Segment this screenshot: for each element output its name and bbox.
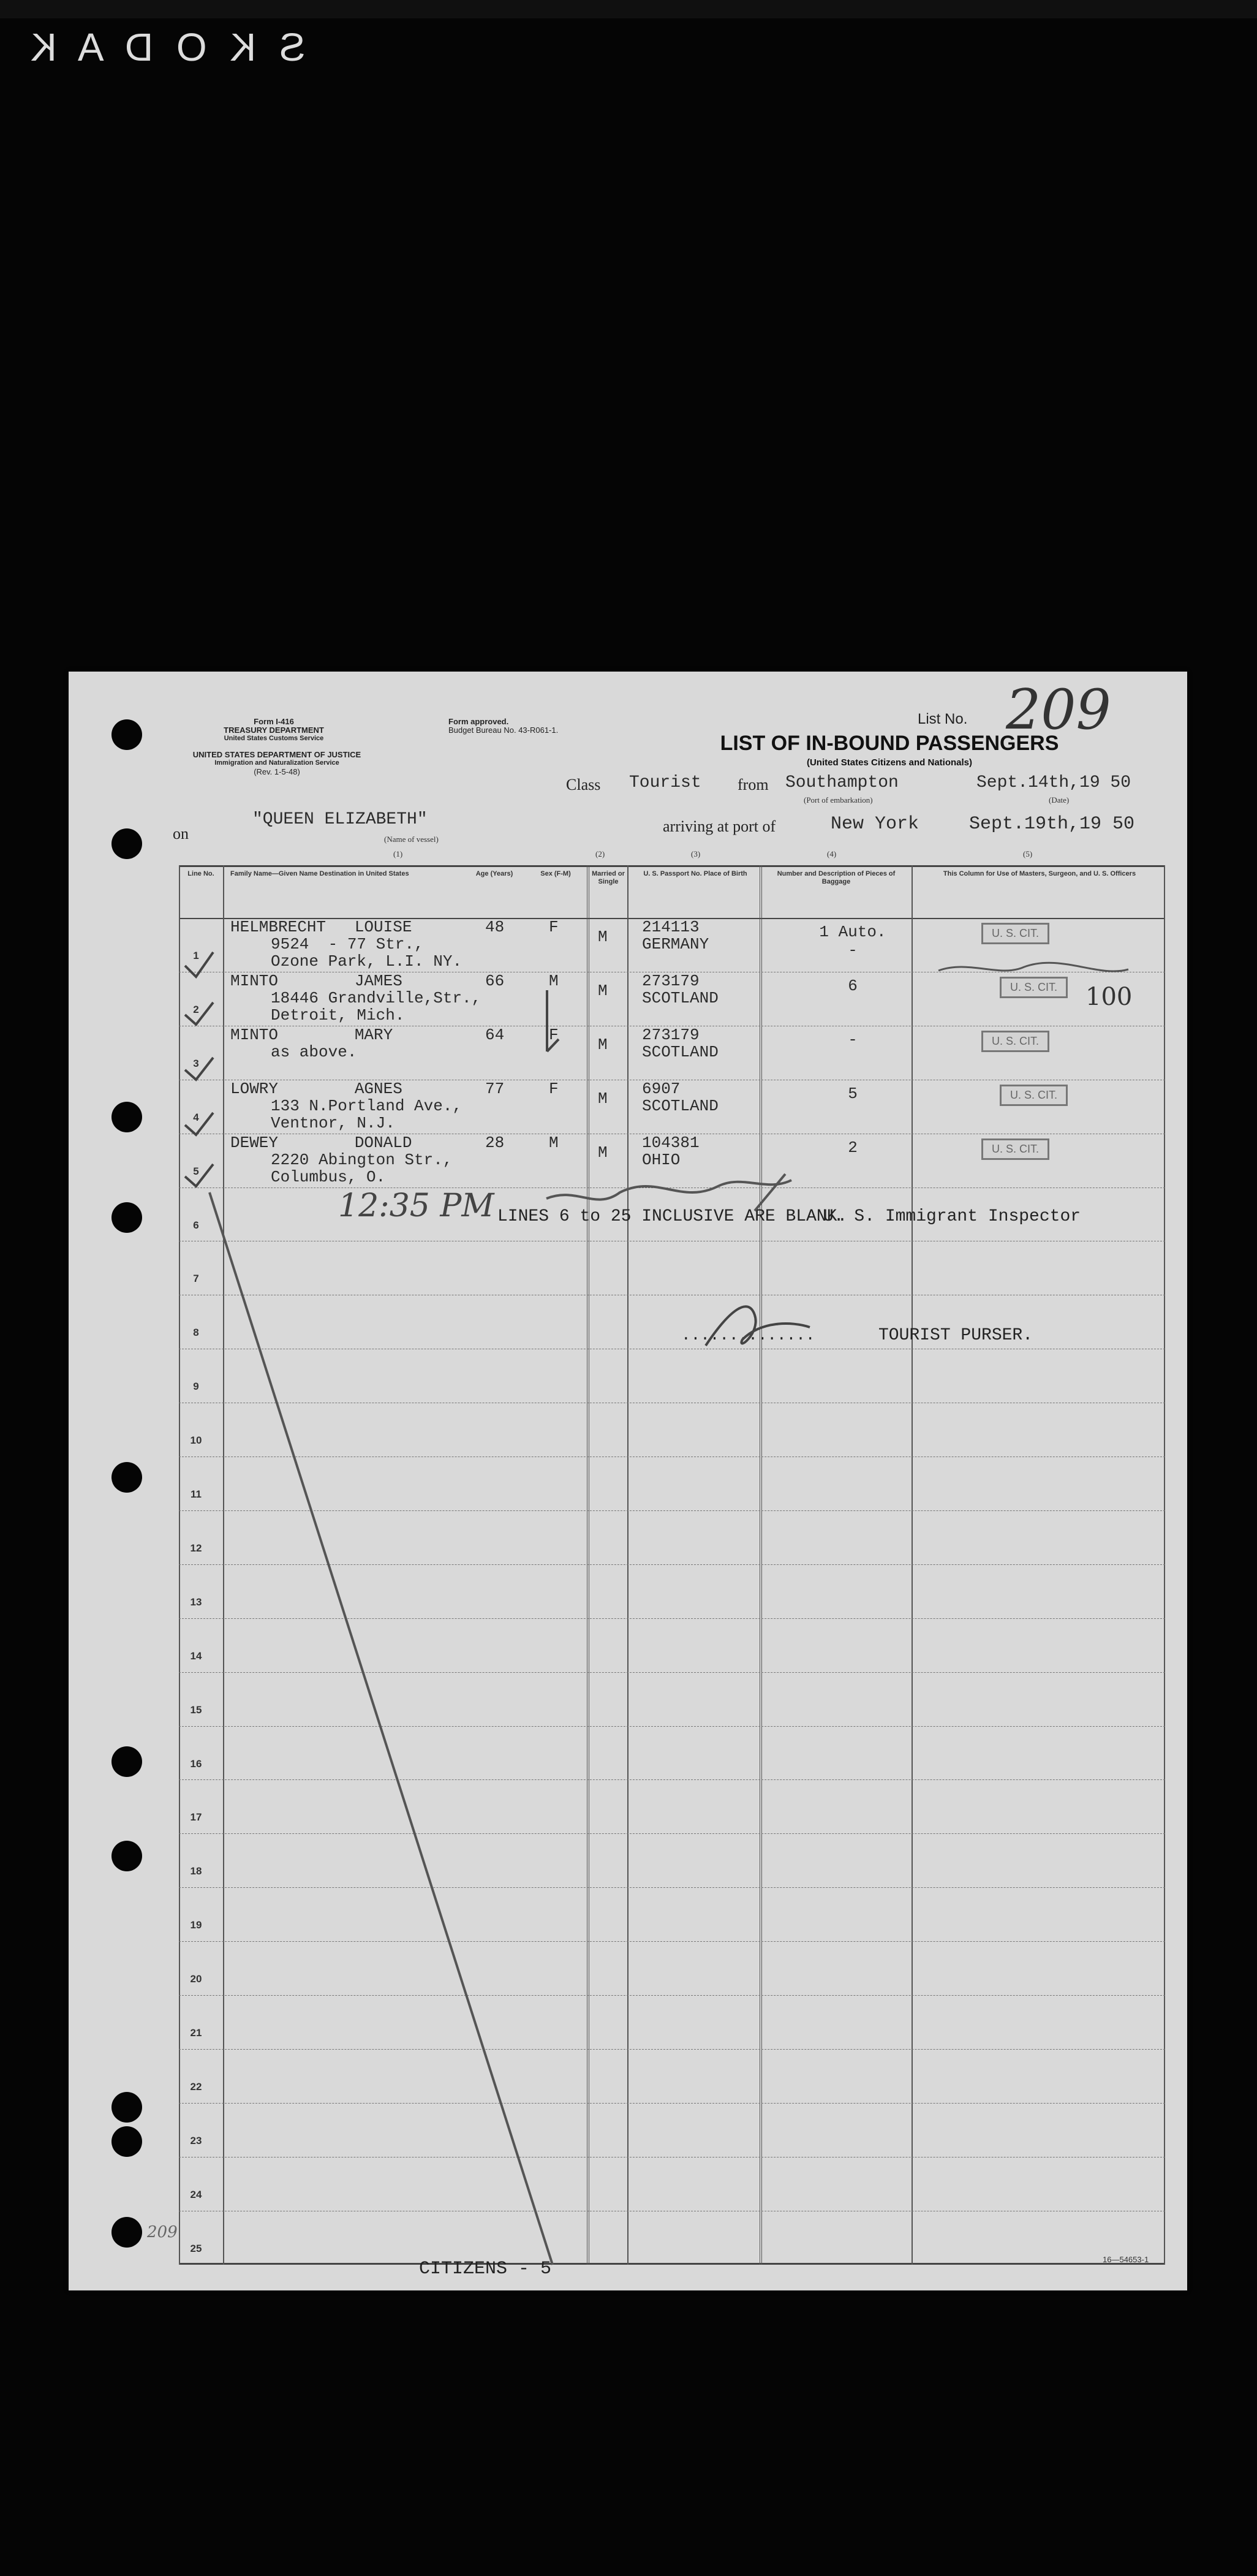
col-head-sex: Sex (F-M) bbox=[540, 870, 571, 877]
manifest-sheet bbox=[69, 672, 1187, 2290]
column-number: (1) bbox=[393, 849, 403, 858]
line-number: 1 bbox=[193, 950, 199, 961]
line-number: 3 bbox=[193, 1057, 199, 1069]
passenger-age: 28 bbox=[485, 1133, 505, 1152]
dept-justice: UNITED STATES DEPARTMENT OF JUSTICE bbox=[192, 750, 361, 759]
passenger-name: DEWEY DONALD bbox=[230, 1133, 412, 1152]
embarkation-port: Southampton bbox=[785, 773, 899, 792]
col-head-passport: U. S. Passport No. Place of Birth bbox=[643, 870, 747, 877]
passenger-age: 48 bbox=[485, 918, 505, 936]
form-approval: Form approved. bbox=[448, 717, 509, 726]
film-top-border bbox=[0, 0, 1257, 18]
vessel-note: (Name of vessel) bbox=[384, 835, 439, 844]
embarkation-note: (Port of embarkation) bbox=[804, 795, 873, 805]
passenger-city: Detroit, Mich. bbox=[271, 1006, 405, 1025]
place-of-birth: SCOTLAND bbox=[642, 1042, 719, 1061]
arrival-date: Sept.19th,19 50 bbox=[969, 814, 1135, 835]
list-no-label: List No. bbox=[918, 711, 968, 727]
passport-number: 273179 bbox=[642, 971, 700, 990]
line-number: 9 bbox=[193, 1381, 199, 1393]
place-of-birth: OHIO bbox=[642, 1150, 681, 1169]
us-citizen-stamp: U. S. CIT. bbox=[981, 1138, 1049, 1160]
form-revision: (Rev. 1-5-48) bbox=[254, 767, 300, 776]
passenger-marital: M bbox=[598, 981, 608, 1000]
passport-number: 214113 bbox=[642, 918, 700, 936]
passenger-city: Columbus, O. bbox=[271, 1167, 386, 1186]
form-print-code: 16—54653-1 bbox=[1103, 2255, 1149, 2264]
col-head-age: Age (Years) bbox=[475, 870, 513, 877]
col-head-name: Family Name—Given Name Destination in United States bbox=[230, 870, 409, 877]
passenger-address: 9524 - 77 Str., bbox=[271, 935, 424, 953]
on-label: on bbox=[173, 825, 189, 843]
us-citizen-stamp: U. S. CIT. bbox=[981, 923, 1049, 944]
line-number: 4 bbox=[193, 1111, 199, 1123]
dept-customs: United States Customs Service bbox=[224, 735, 324, 742]
line-number: 10 bbox=[190, 1434, 202, 1447]
line-number: 12 bbox=[190, 1542, 202, 1554]
line-number: 13 bbox=[190, 1596, 202, 1608]
line-number: 20 bbox=[190, 1973, 202, 1985]
passport-number: 6907 bbox=[642, 1079, 681, 1098]
line-number: 16 bbox=[190, 1757, 202, 1770]
handwritten-time: 12:35 PM bbox=[338, 1188, 494, 1224]
officer-note: 100 bbox=[1085, 983, 1133, 1011]
passenger-sex: F bbox=[549, 918, 559, 936]
passenger-city: Ozone Park, L.I. NY. bbox=[271, 952, 462, 971]
passenger-age: 77 bbox=[485, 1079, 505, 1098]
line-number: 15 bbox=[190, 1703, 202, 1716]
us-citizen-stamp: U. S. CIT. bbox=[981, 1031, 1049, 1052]
baggage-count: 5 bbox=[848, 1084, 858, 1103]
line-number: 8 bbox=[193, 1327, 199, 1339]
passenger-name: HELMBRECHT LOUISE bbox=[230, 918, 412, 936]
passenger-address: 18446 Grandville,Str., bbox=[271, 988, 481, 1007]
dept-treasury: TREASURY DEPARTMENT bbox=[224, 725, 324, 735]
from-label: from bbox=[738, 776, 769, 794]
line-number: 6 bbox=[193, 1219, 199, 1231]
passenger-marital: M bbox=[598, 928, 608, 946]
citizens-total: CITIZENS - 5 bbox=[419, 2259, 552, 2279]
line-number: 24 bbox=[190, 2188, 202, 2200]
passenger-address: 2220 Abington Str., bbox=[271, 1150, 453, 1169]
col-head-line: Line No. bbox=[187, 870, 214, 877]
passenger-name: LOWRY AGNES bbox=[230, 1079, 402, 1098]
passport-number: 104381 bbox=[642, 1133, 700, 1152]
line-number: 5 bbox=[193, 1165, 199, 1177]
budget-bureau: Budget Bureau No. 43-R061-1. bbox=[448, 725, 559, 735]
col-head-officers: This Column for Use of Masters, Surgeon, and U. S. Officers bbox=[943, 870, 1136, 877]
line-number: 23 bbox=[190, 2134, 202, 2146]
baggage-count: 1 Auto. bbox=[819, 923, 886, 941]
purser-dots: .............. bbox=[681, 1326, 815, 1344]
embarkation-date: Sept.14th,19 50 bbox=[976, 773, 1131, 792]
line-number: 7 bbox=[193, 1273, 199, 1285]
film-edge-brand: S K O D A K bbox=[25, 25, 306, 69]
baggage-extra: - bbox=[848, 941, 858, 960]
passenger-age: 64 bbox=[485, 1025, 505, 1044]
line-number: 11 bbox=[191, 1488, 202, 1500]
passenger-marital: M bbox=[598, 1089, 608, 1108]
baggage-count: 2 bbox=[848, 1138, 858, 1157]
dept-immigration: Immigration and Naturalization Service bbox=[214, 759, 339, 767]
vessel-name: "QUEEN ELIZABETH" bbox=[252, 810, 428, 829]
column-number: (2) bbox=[595, 849, 605, 858]
passenger-sex: F bbox=[549, 1079, 559, 1098]
us-citizen-stamp: U. S. CIT. bbox=[1000, 977, 1068, 998]
column-number: (4) bbox=[827, 849, 837, 858]
passenger-address: as above. bbox=[271, 1042, 357, 1061]
list-number: 209 bbox=[1006, 678, 1111, 742]
place-of-birth: GERMANY bbox=[642, 935, 709, 953]
passenger-sex: M bbox=[549, 1133, 559, 1152]
blank-lines-note: LINES 6 to 25 INCLUSIVE ARE BLANK. bbox=[497, 1207, 848, 1226]
line-number: 19 bbox=[190, 1919, 202, 1931]
arrival-port: New York bbox=[831, 814, 919, 835]
line-number: 18 bbox=[190, 1865, 202, 1877]
us-citizen-stamp: U. S. CIT. bbox=[1000, 1085, 1068, 1106]
place-of-birth: SCOTLAND bbox=[642, 988, 719, 1007]
form-number: Form I-416 bbox=[254, 717, 294, 726]
margin-list-number: 209 bbox=[147, 2223, 178, 2241]
arrival-label: arriving at port of bbox=[663, 817, 776, 835]
baggage-count: - bbox=[848, 1030, 858, 1049]
date-note: (Date) bbox=[1049, 795, 1070, 805]
line-number: 17 bbox=[190, 1811, 202, 1824]
passenger-name: MINTO JAMES bbox=[230, 971, 402, 990]
class-label: Class bbox=[566, 776, 601, 794]
line-number: 14 bbox=[190, 1650, 202, 1662]
line-number: 21 bbox=[190, 2027, 202, 2039]
purser-label: TOURIST PURSER. bbox=[878, 1326, 1033, 1345]
column-number: (5) bbox=[1023, 849, 1033, 858]
passenger-city: Ventnor, N.J. bbox=[271, 1113, 395, 1132]
column-number: (3) bbox=[691, 849, 701, 858]
inspector-label: U. S. Immigrant Inspector bbox=[823, 1207, 1081, 1226]
line-number: 22 bbox=[190, 2080, 202, 2093]
passenger-marital: M bbox=[598, 1143, 608, 1162]
class-value: Tourist bbox=[629, 773, 701, 792]
passenger-marital: M bbox=[598, 1035, 608, 1054]
passenger-name: MINTO MARY bbox=[230, 1025, 393, 1044]
passenger-sex: M bbox=[549, 971, 559, 990]
place-of-birth: SCOTLAND bbox=[642, 1096, 719, 1115]
list-title: LIST OF IN-BOUND PASSENGERS bbox=[720, 732, 1059, 755]
passport-number: 273179 bbox=[642, 1025, 700, 1044]
handwriting-strokes bbox=[69, 672, 1187, 2290]
col-head-married: Married or Single bbox=[592, 870, 625, 885]
passenger-address: 133 N.Portland Ave., bbox=[271, 1096, 462, 1115]
passenger-age: 66 bbox=[485, 971, 505, 990]
line-number: 25 bbox=[190, 2242, 202, 2254]
list-subtitle: (United States Citizens and Nationals) bbox=[806, 757, 973, 768]
passenger-sex: F bbox=[549, 1025, 559, 1044]
line-number: 2 bbox=[193, 1003, 199, 1015]
baggage-count: 6 bbox=[848, 976, 858, 995]
col-head-baggage: Number and Description of Pieces of Baggage bbox=[777, 870, 896, 885]
